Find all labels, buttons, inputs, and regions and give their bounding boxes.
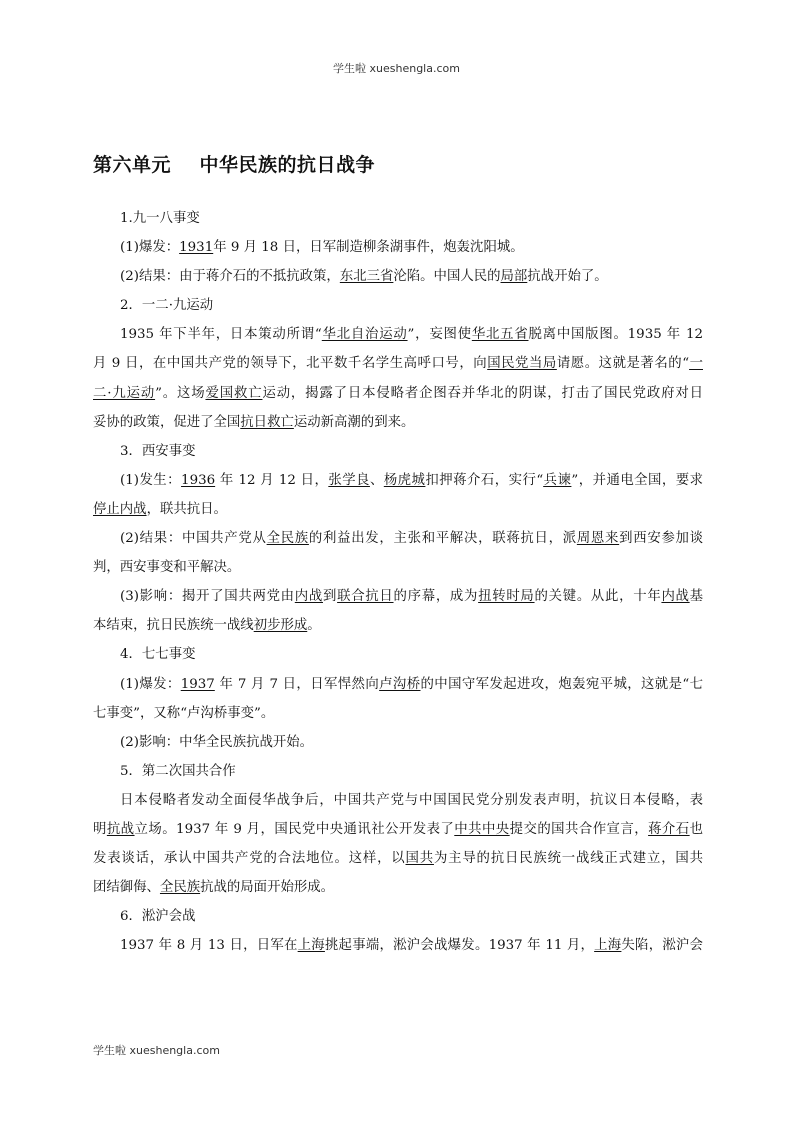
underlined-term: 扭转时局 bbox=[478, 589, 535, 605]
text-segment: 脱离中国版图。1935 年 12 bbox=[528, 327, 703, 343]
underlined-term: 内战 bbox=[294, 589, 323, 605]
text-segment: 本结束，抗日民族统一战线 bbox=[93, 618, 254, 634]
text-segment: ，联共抗日。 bbox=[146, 501, 227, 517]
text-segment: 抗战的局面开始形成。 bbox=[200, 880, 335, 896]
underlined-term: 停止内战 bbox=[93, 501, 147, 517]
text-segment: 的关键。从此，十年 bbox=[534, 589, 662, 605]
text-line bbox=[93, 553, 703, 582]
text-segment: 1.九一八事变 bbox=[120, 211, 200, 226]
text-segment: (1)爆发： bbox=[120, 676, 181, 692]
underlined-term: 华北五省 bbox=[471, 327, 529, 343]
underlined-term: 一 bbox=[689, 356, 703, 372]
text-line bbox=[93, 786, 703, 815]
underlined-term: 上海 bbox=[594, 938, 622, 954]
text-line bbox=[93, 640, 703, 669]
underlined-term: 内战 bbox=[661, 589, 690, 605]
text-segment: (1)爆发： bbox=[120, 240, 180, 256]
document-body bbox=[93, 204, 703, 960]
text-line bbox=[93, 291, 703, 320]
underlined-term: 联合抗日 bbox=[337, 589, 394, 605]
text-segment: 4．七七事变 bbox=[120, 647, 196, 663]
text-line bbox=[93, 728, 703, 757]
text-line bbox=[93, 466, 703, 495]
text-segment: 也 bbox=[689, 821, 703, 837]
underlined-term: 1931 bbox=[179, 240, 214, 256]
text-segment: 年 9 月 18 日，日军制造柳条湖事件，炮轰沈阳城。 bbox=[213, 240, 524, 256]
text-segment: 七事变”，又称“卢沟桥事变”。 bbox=[93, 705, 275, 721]
text-line bbox=[93, 757, 703, 786]
text-segment: 请愿。这就是著名的“ bbox=[556, 356, 690, 372]
text-segment: 到西安参加谈 bbox=[619, 531, 703, 547]
text-segment: 到 bbox=[323, 589, 338, 605]
text-segment: (2)结果：由于蒋介石的不抵抗政策， bbox=[120, 269, 340, 285]
text-segment: 3．西安事变 bbox=[120, 443, 196, 459]
text-segment: 的序幕，成为 bbox=[393, 589, 479, 605]
text-line bbox=[93, 524, 703, 553]
page-footer: 学生啦 xueshengla.com bbox=[93, 1044, 220, 1057]
text-line bbox=[93, 873, 703, 902]
text-segment: 6．淞沪会战 bbox=[120, 909, 196, 925]
text-segment: 立场。1937 年 9 月，国民党中央通讯社公开发表了 bbox=[134, 821, 455, 837]
text-segment: 日本侵略者发动全面侵华战争后，中国共产党与中国国民党分别发表声明，抗议日本侵略，表 bbox=[120, 792, 703, 808]
text-segment: ”，妄图使 bbox=[407, 327, 472, 343]
underlined-term: 周恩来 bbox=[576, 531, 620, 547]
text-line bbox=[93, 844, 703, 873]
text-line bbox=[93, 204, 703, 233]
underlined-term: 局部 bbox=[500, 269, 528, 285]
underlined-term: 东北三省 bbox=[339, 269, 394, 285]
text-line bbox=[93, 379, 703, 408]
text-segment: (1)发生： bbox=[120, 472, 182, 488]
text-segment: 扣押蒋介石，实行“ bbox=[425, 472, 544, 488]
text-segment: 1935 年下半年，日本策动所谓“ bbox=[120, 327, 322, 343]
underlined-term: 国民党当局 bbox=[487, 356, 557, 372]
text-line bbox=[93, 931, 703, 960]
underlined-term: 二·九运动 bbox=[93, 385, 156, 401]
text-segment: 月 9 日，在中国共产党的领导下，北平数千名学生高呼口号，向 bbox=[93, 356, 488, 372]
text-line bbox=[93, 349, 703, 378]
underlined-term: 上海 bbox=[297, 938, 325, 954]
underlined-term: 杨虎城 bbox=[383, 472, 426, 488]
text-segment: 的利益出发，主张和平解决，联蒋抗日，派 bbox=[308, 531, 577, 547]
text-segment: 提交的国共合作宣言， bbox=[509, 821, 649, 837]
text-line bbox=[93, 233, 703, 262]
text-line bbox=[93, 437, 703, 466]
text-segment: 1937 年 8 月 13 日，日军在 bbox=[120, 938, 298, 954]
underlined-term: 张学良 bbox=[328, 472, 370, 488]
underlined-term: 卢沟桥 bbox=[379, 676, 421, 692]
text-segment: 基 bbox=[689, 589, 703, 605]
text-segment: 判，西安事变和平解决。 bbox=[93, 560, 241, 576]
text-segment: ”。这场 bbox=[155, 385, 206, 401]
text-segment: 5．第二次国共合作 bbox=[120, 763, 236, 779]
underlined-term: 华北自治运动 bbox=[321, 327, 408, 343]
underlined-term: 爱国救亡 bbox=[205, 385, 263, 401]
text-segment: (2)结果：中国共产党从 bbox=[120, 531, 267, 547]
underlined-term: 国共 bbox=[405, 851, 434, 867]
underlined-term: 蒋介石 bbox=[648, 821, 690, 837]
text-segment: (3)影响：揭开了国共两党由 bbox=[120, 589, 295, 605]
text-segment: 挑起事端，淞沪会战爆发。1937 年 11 月， bbox=[324, 938, 595, 954]
text-line bbox=[93, 320, 703, 349]
underlined-term: 抗战 bbox=[106, 821, 135, 837]
text-segment: 明 bbox=[93, 821, 107, 837]
text-segment: 妥协的政策，促进了全国 bbox=[93, 414, 241, 430]
underlined-term: 1936 bbox=[181, 472, 216, 488]
text-line bbox=[93, 495, 703, 524]
text-line bbox=[93, 815, 703, 844]
page-title: 第六单元 中华民族的抗日战争 bbox=[93, 154, 375, 176]
underlined-term: 抗日救亡 bbox=[240, 414, 294, 430]
text-line bbox=[93, 262, 703, 291]
text-segment: 。 bbox=[307, 618, 321, 634]
underlined-term: 1937 bbox=[180, 676, 215, 692]
text-segment: (2)影响：中华全民族抗战开始。 bbox=[120, 734, 314, 750]
text-segment: 年 12 月 12 日， bbox=[215, 472, 329, 488]
text-segment: ”，并通电全国，要求 bbox=[571, 472, 703, 488]
text-segment: 2．一二·九运动 bbox=[120, 298, 214, 314]
text-line bbox=[93, 582, 703, 611]
text-segment: 年 7 月 7 日，日军悍然向 bbox=[214, 676, 380, 692]
underlined-term: 兵谏 bbox=[543, 472, 572, 488]
text-line bbox=[93, 670, 703, 699]
underlined-term: 初步形成 bbox=[253, 618, 308, 634]
text-line bbox=[93, 408, 703, 437]
text-segment: 运动新高潮的到来。 bbox=[293, 414, 415, 430]
text-line bbox=[93, 699, 703, 728]
underlined-term: 全民族 bbox=[159, 880, 201, 896]
text-segment: 团结御侮、 bbox=[93, 880, 160, 896]
text-segment: 抗战开始了。 bbox=[527, 269, 608, 285]
page-header: 学生啦 xueshengla.com bbox=[333, 62, 460, 75]
underlined-term: 中共中央 bbox=[454, 821, 510, 837]
text-segment: 沦陷。中国人民的 bbox=[393, 269, 501, 285]
underlined-term: 全民族 bbox=[266, 531, 309, 547]
text-segment: 运动，揭露了日本侵略者企图吞并华北的阴谋，打击了国民党政府对日 bbox=[262, 385, 703, 401]
text-segment: 为主导的抗日民族统一战线正式建立，国共 bbox=[433, 851, 703, 867]
text-segment: 、 bbox=[369, 472, 384, 488]
text-segment: 失陷，淞沪会 bbox=[621, 938, 703, 954]
text-line bbox=[93, 902, 703, 931]
text-segment: 发表谈话，承认中国共产党的合法地位。这样，以 bbox=[93, 851, 406, 867]
text-segment: 的中国守军发起进攻，炮轰宛平城，这就是“七 bbox=[420, 676, 703, 692]
text-line bbox=[93, 611, 703, 640]
